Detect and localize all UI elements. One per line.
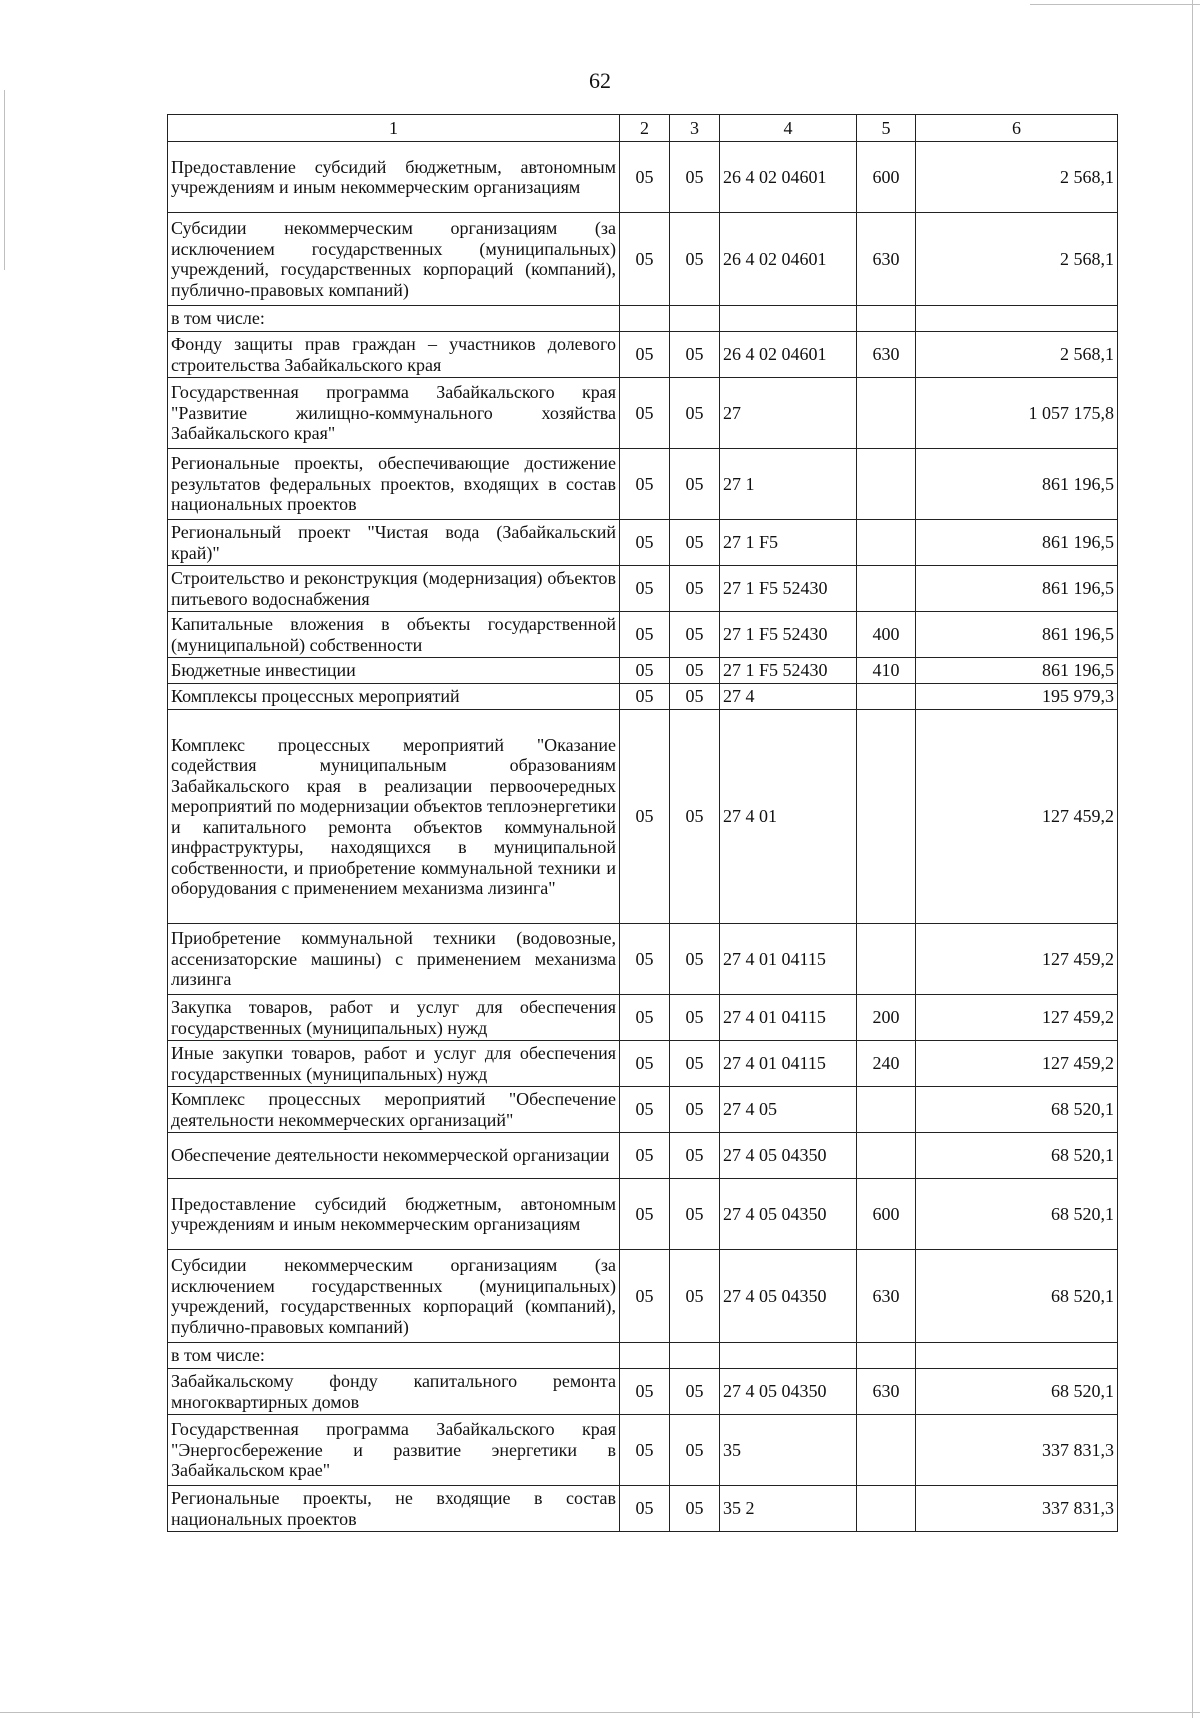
target-article-cell: 27 1 F5 52430 — [720, 658, 857, 684]
expense-type-cell: 600 — [857, 142, 916, 213]
section-code-cell: 05 — [620, 332, 670, 378]
section-code-cell: 05 — [620, 1415, 670, 1486]
header-row — [168, 115, 1118, 142]
expense-type-cell: 630 — [857, 213, 916, 306]
section-code-cell: 05 — [620, 449, 670, 520]
table-row — [168, 612, 1118, 658]
target-article-cell: 27 — [720, 378, 857, 449]
amount-cell: 195 979,3 — [916, 684, 1118, 710]
row-name-cell: в том числе: — [168, 306, 620, 332]
table-row — [168, 142, 1118, 213]
row-name-cell: Капитальные вложения в объекты государственной (муниципальной) собственности — [168, 612, 620, 658]
section-code-cell: 05 — [620, 658, 670, 684]
target-article-cell: 26 4 02 04601 — [720, 332, 857, 378]
row-name-cell: Государственная программа Забайкальского края "Развитие жилищно-коммунального хозяйства Забайкальского края" — [168, 378, 620, 449]
amount-cell: 2 568,1 — [916, 213, 1118, 306]
section-code-cell — [620, 1343, 670, 1369]
expense-type-cell: 200 — [857, 995, 916, 1041]
page-number: 62 — [589, 68, 611, 93]
table-row — [168, 520, 1118, 566]
row-name-cell: Предоставление субсидий бюджетным, автономным учреждениям и иным некоммерческим организациям — [168, 142, 620, 213]
amount-cell: 68 520,1 — [916, 1369, 1118, 1415]
table-row — [168, 566, 1118, 612]
table-row — [168, 1041, 1118, 1087]
amount-cell: 861 196,5 — [916, 520, 1118, 566]
subsection-code-cell: 05 — [670, 213, 720, 306]
section-code-cell: 05 — [620, 1179, 670, 1250]
column-header-2: 2 — [620, 115, 670, 142]
row-name-cell: Предоставление субсидий бюджетным, автономным учреждениям и иным некоммерческим организациям — [168, 1179, 620, 1250]
column-header-5: 5 — [857, 115, 916, 142]
amount-cell: 127 459,2 — [916, 710, 1118, 924]
section-code-cell: 05 — [620, 1041, 670, 1087]
expense-type-cell: 630 — [857, 332, 916, 378]
subsection-code-cell: 05 — [670, 1087, 720, 1133]
section-code-cell: 05 — [620, 142, 670, 213]
amount-cell: 2 568,1 — [916, 142, 1118, 213]
amount-cell: 861 196,5 — [916, 658, 1118, 684]
row-name-cell: Субсидии некоммерческим организациям (за исключением государственных (муниципальных) учреждений, государственных корпораций (компаний), публично-правовых компаний) — [168, 213, 620, 306]
column-header-4: 4 — [720, 115, 857, 142]
target-article-cell: 27 4 05 04350 — [720, 1369, 857, 1415]
subsection-code-cell: 05 — [670, 378, 720, 449]
row-name-cell: Комплексы процессных мероприятий — [168, 684, 620, 710]
section-code-cell: 05 — [620, 612, 670, 658]
amount-cell: 861 196,5 — [916, 612, 1118, 658]
subsection-code-cell: 05 — [670, 1486, 720, 1532]
row-name-cell: Закупка товаров, работ и услуг для обеспечения государственных (муниципальных) нужд — [168, 995, 620, 1041]
subsection-code-cell: 05 — [670, 520, 720, 566]
table-row — [168, 332, 1118, 378]
expense-type-cell: 240 — [857, 1041, 916, 1087]
target-article-cell: 27 4 05 04350 — [720, 1179, 857, 1250]
expense-type-cell: 630 — [857, 1369, 916, 1415]
subsection-code-cell — [670, 1343, 720, 1369]
target-article-cell: 27 1 F5 52430 — [720, 566, 857, 612]
target-article-cell: 27 4 01 04115 — [720, 995, 857, 1041]
subsection-code-cell: 05 — [670, 710, 720, 924]
amount-cell: 68 520,1 — [916, 1087, 1118, 1133]
table-row — [168, 1415, 1118, 1486]
section-code-cell: 05 — [620, 1087, 670, 1133]
column-header-3: 3 — [670, 115, 720, 142]
subsection-code-cell: 05 — [670, 1179, 720, 1250]
table-row — [168, 924, 1118, 995]
table-row — [168, 1179, 1118, 1250]
subsection-code-cell: 05 — [670, 612, 720, 658]
table-row — [168, 1250, 1118, 1343]
amount-cell: 68 520,1 — [916, 1250, 1118, 1343]
row-name-cell: Региональные проекты, не входящие в состав национальных проектов — [168, 1486, 620, 1532]
scan-edge-left — [4, 90, 5, 270]
section-code-cell: 05 — [620, 1369, 670, 1415]
target-article-cell: 27 1 — [720, 449, 857, 520]
table-row — [168, 1343, 1118, 1369]
expense-type-cell — [857, 1133, 916, 1179]
section-code-cell: 05 — [620, 1486, 670, 1532]
subsection-code-cell: 05 — [670, 1133, 720, 1179]
expense-type-cell: 630 — [857, 1250, 916, 1343]
section-code-cell: 05 — [620, 1250, 670, 1343]
budget-table — [167, 114, 1118, 1532]
expense-type-cell — [857, 1087, 916, 1133]
target-article-cell: 27 4 01 04115 — [720, 924, 857, 995]
amount-cell: 127 459,2 — [916, 1041, 1118, 1087]
row-name-cell: Комплекс процессных мероприятий "Оказание содействия муниципальным образованиям Забайкальского края в реализации первоочередных мероприятий по модернизации объектов теплоэнергетики и капитального ремонта объектов коммунальной инфраструктуры, находящихся в муниципальной собственности, и приобретение коммунальной техники и оборудования с применением механизма лизинга" — [168, 710, 620, 924]
amount-cell: 861 196,5 — [916, 566, 1118, 612]
table-row — [168, 213, 1118, 306]
row-name-cell: в том числе: — [168, 1343, 620, 1369]
section-code-cell: 05 — [620, 520, 670, 566]
expense-type-cell — [857, 1415, 916, 1486]
target-article-cell: 35 2 — [720, 1486, 857, 1532]
table-row — [168, 1087, 1118, 1133]
section-code-cell: 05 — [620, 566, 670, 612]
subsection-code-cell: 05 — [670, 566, 720, 612]
subsection-code-cell: 05 — [670, 332, 720, 378]
row-name-cell: Фонду защиты прав граждан – участников долевого строительства Забайкальского края — [168, 332, 620, 378]
amount-cell: 127 459,2 — [916, 924, 1118, 995]
table-row — [168, 684, 1118, 710]
amount-cell — [916, 306, 1118, 332]
expense-type-cell — [857, 710, 916, 924]
target-article-cell: 27 1 F5 — [720, 520, 857, 566]
amount-cell: 2 568,1 — [916, 332, 1118, 378]
amount-cell: 68 520,1 — [916, 1179, 1118, 1250]
subsection-code-cell — [670, 306, 720, 332]
amount-cell: 127 459,2 — [916, 995, 1118, 1041]
row-name-cell: Приобретение коммунальной техники (водовозные, ассенизаторские машины) с применением механизма лизинга — [168, 924, 620, 995]
section-code-cell: 05 — [620, 1133, 670, 1179]
subsection-code-cell: 05 — [670, 684, 720, 710]
subsection-code-cell: 05 — [670, 1250, 720, 1343]
subsection-code-cell: 05 — [670, 924, 720, 995]
table-row — [168, 1369, 1118, 1415]
expense-type-cell: 400 — [857, 612, 916, 658]
section-code-cell: 05 — [620, 995, 670, 1041]
target-article-cell: 26 4 02 04601 — [720, 213, 857, 306]
amount-cell: 337 831,3 — [916, 1415, 1118, 1486]
table-row — [168, 378, 1118, 449]
section-code-cell: 05 — [620, 684, 670, 710]
target-article-cell: 27 4 — [720, 684, 857, 710]
target-article-cell — [720, 1343, 857, 1369]
target-article-cell: 27 1 F5 52430 — [720, 612, 857, 658]
expense-type-cell — [857, 520, 916, 566]
target-article-cell: 26 4 02 04601 — [720, 142, 857, 213]
row-name-cell: Региональный проект "Чистая вода (Забайкальский край)" — [168, 520, 620, 566]
row-name-cell: Бюджетные инвестиции — [168, 658, 620, 684]
amount-cell: 1 057 175,8 — [916, 378, 1118, 449]
table-row — [168, 306, 1118, 332]
column-header-6: 6 — [916, 115, 1118, 142]
row-name-cell: Иные закупки товаров, работ и услуг для обеспечения государственных (муниципальных) нужд — [168, 1041, 620, 1087]
table-body — [168, 142, 1118, 1532]
expense-type-cell — [857, 566, 916, 612]
scan-edge-right — [1192, 0, 1193, 1718]
row-name-cell: Строительство и реконструкция (модернизация) объектов питьевого водоснабжения — [168, 566, 620, 612]
scan-edge-top — [1030, 4, 1200, 5]
row-name-cell: Забайкальскому фонду капитального ремонта многоквартирных домов — [168, 1369, 620, 1415]
section-code-cell: 05 — [620, 924, 670, 995]
table-row — [168, 1486, 1118, 1532]
row-name-cell: Государственная программа Забайкальского края "Энергосбережение и развитие энергетики в Забайкальском крае" — [168, 1415, 620, 1486]
expense-type-cell — [857, 684, 916, 710]
expense-type-cell: 410 — [857, 658, 916, 684]
amount-cell — [916, 1343, 1118, 1369]
amount-cell: 861 196,5 — [916, 449, 1118, 520]
table-row — [168, 658, 1118, 684]
section-code-cell: 05 — [620, 213, 670, 306]
table-row — [168, 995, 1118, 1041]
target-article-cell: 35 — [720, 1415, 857, 1486]
expense-type-cell — [857, 1486, 916, 1532]
section-code-cell — [620, 306, 670, 332]
target-article-cell — [720, 306, 857, 332]
target-article-cell: 27 4 01 04115 — [720, 1041, 857, 1087]
expense-type-cell: 600 — [857, 1179, 916, 1250]
target-article-cell: 27 4 05 — [720, 1087, 857, 1133]
row-name-cell: Региональные проекты, обеспечивающие достижение результатов федеральных проектов, входящих в состав национальных проектов — [168, 449, 620, 520]
subsection-code-cell: 05 — [670, 995, 720, 1041]
amount-cell: 68 520,1 — [916, 1133, 1118, 1179]
row-name-cell: Обеспечение деятельности некоммерческой организации — [168, 1133, 620, 1179]
row-name-cell: Субсидии некоммерческим организациям (за исключением государственных (муниципальных) учреждений, государственных корпораций (компаний), публично-правовых компаний) — [168, 1250, 620, 1343]
expense-type-cell — [857, 378, 916, 449]
subsection-code-cell: 05 — [670, 1415, 720, 1486]
section-code-cell: 05 — [620, 710, 670, 924]
expense-type-cell — [857, 306, 916, 332]
expense-type-cell — [857, 924, 916, 995]
subsection-code-cell: 05 — [670, 142, 720, 213]
row-name-cell: Комплекс процессных мероприятий "Обеспечение деятельности некоммерческих организаций" — [168, 1087, 620, 1133]
table-row — [168, 449, 1118, 520]
subsection-code-cell: 05 — [670, 1369, 720, 1415]
target-article-cell: 27 4 05 04350 — [720, 1133, 857, 1179]
scan-edge-bottom — [0, 1712, 1200, 1713]
column-header-1: 1 — [168, 115, 620, 142]
subsection-code-cell: 05 — [670, 658, 720, 684]
amount-cell: 337 831,3 — [916, 1486, 1118, 1532]
target-article-cell: 27 4 01 — [720, 710, 857, 924]
expense-type-cell — [857, 1343, 916, 1369]
section-code-cell: 05 — [620, 378, 670, 449]
table-row — [168, 1133, 1118, 1179]
target-article-cell: 27 4 05 04350 — [720, 1250, 857, 1343]
subsection-code-cell: 05 — [670, 449, 720, 520]
table-row — [168, 710, 1118, 924]
subsection-code-cell: 05 — [670, 1041, 720, 1087]
expense-type-cell — [857, 449, 916, 520]
